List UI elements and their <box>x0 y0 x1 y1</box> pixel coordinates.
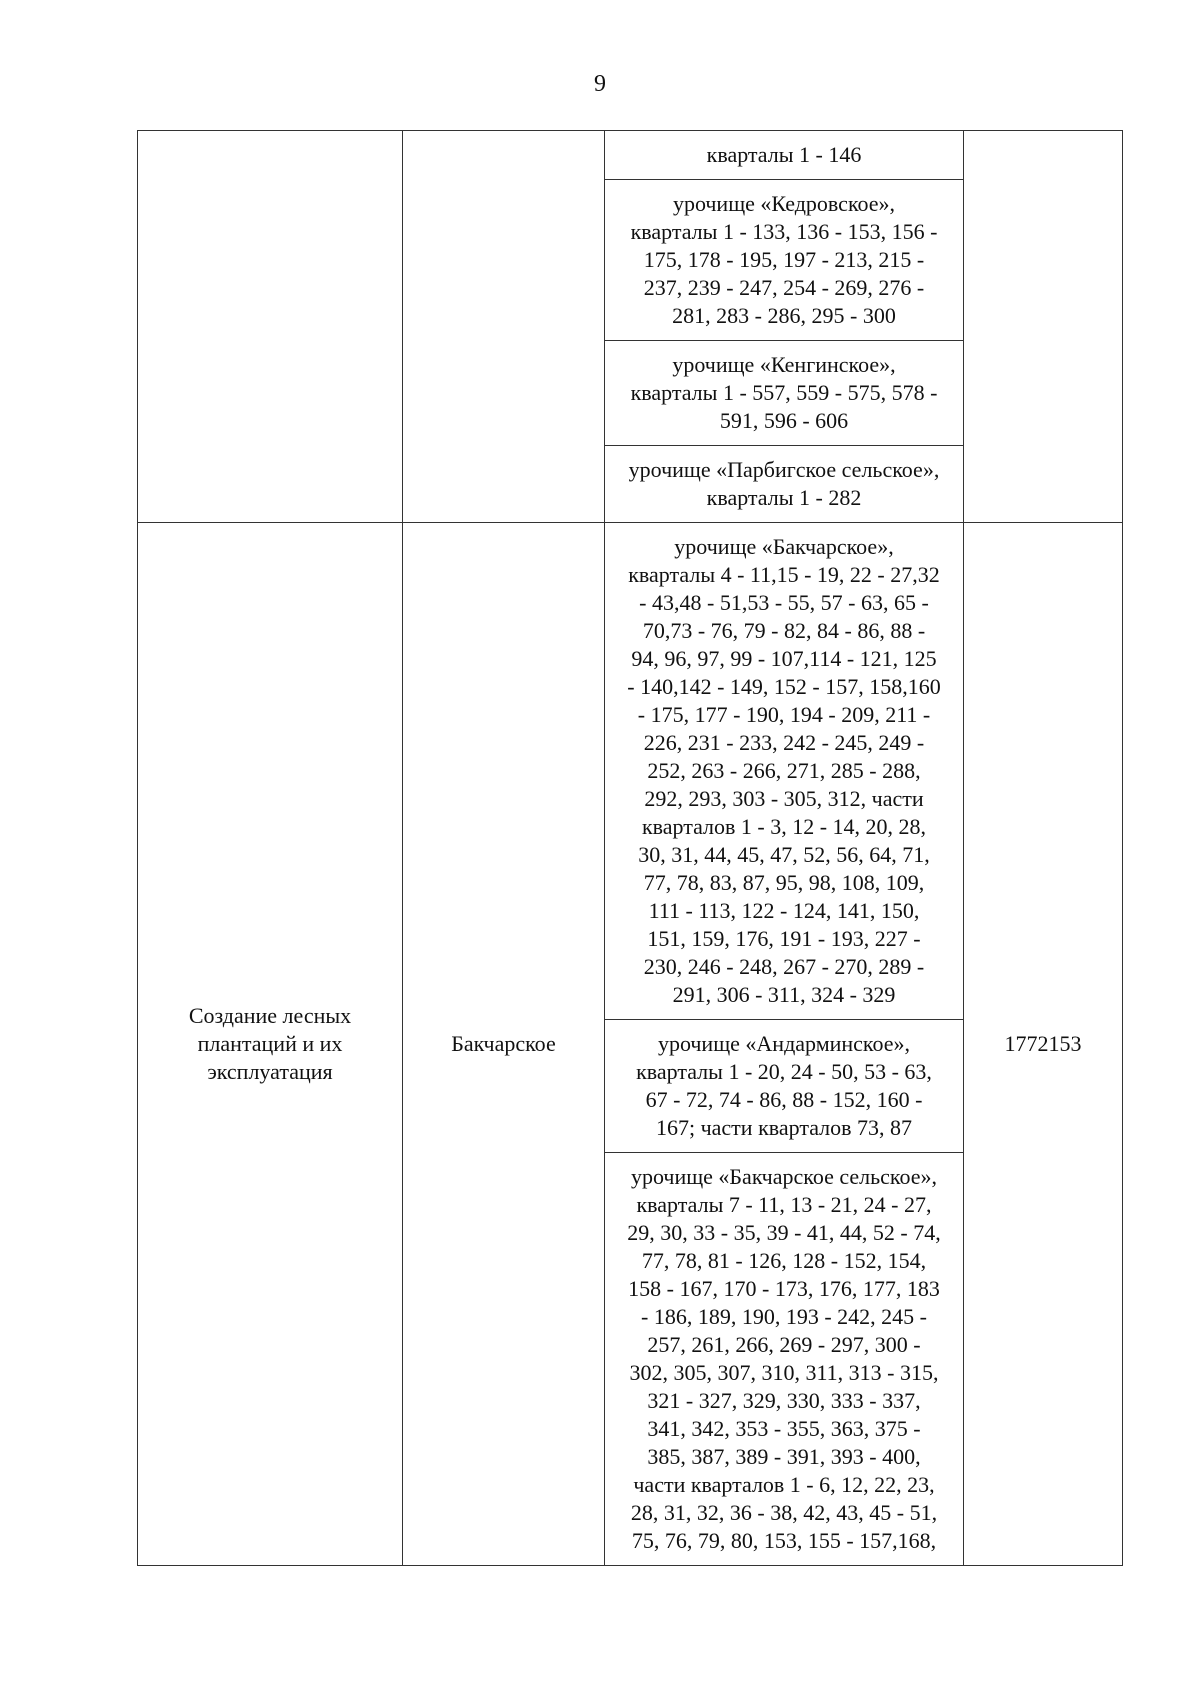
tract-cell: урочище «Бакчарское», кварталы 4 - 11,15 - 19, 22 - 27,32 - 43,48 - 51,53 - 55, 57 - 63, 65 - 70,73 - 76, 79 - 82, 84 - 86, 88 - 94, 96, 97, 99 - 107,114 - 121, 125 - 140,142 - 149, 152 - 157, 158,160 - 175, 177 - 190, 194 - 209, 211 - 226, 231 - 233, 242 - 245, 249 - 252, 263 - 266, 271, 285 - 288, 292, 293, 303 - 305, 312, части кварталов 1 - 3, 12 - 14, 20, 28, 30, 31, 44, 45, 47, 52, 56, 64, 71, 77, 78, 83, 87, 95, 98, 108, 109, 111 - 113, 122 - 124, 141, 150, 151, 159, 176, 191 - 193, 227 - 230, 246 - 248, 267 - 270, 289 - 291, 306 - 311, 324 - 329 <box>605 523 964 1020</box>
area-cell: 1772153 <box>964 523 1123 1566</box>
forest-use-table <box>137 130 1123 1566</box>
purpose-cell: Создание лесных плантаций и их эксплуатация <box>138 523 403 1566</box>
tract-cell: урочище «Парбигское сельское», кварталы 1 - 282 <box>605 446 964 523</box>
tract-cell: урочище «Бакчарское сельское», кварталы 7 - 11, 13 - 21, 24 - 27, 29, 30, 33 - 35, 39 - 41, 44, 52 - 74, 77, 78, 81 - 126, 128 - 152, 154, 158 - 167, 170 - 173, 176, 177, 183 - 186, 189, 190, 193 - 242, 245 - 257, 261, 266, 269 - 297, 300 - 302, 305, 307, 310, 311, 313 - 315, 321 - 327, 329, 330, 333 - 337, 341, 342, 353 - 355, 363, 375 - 385, 387, 389 - 391, 393 - 400, части кварталов 1 - 6, 12, 22, 23, 28, 31, 32, 36 - 38, 42, 43, 45 - 51, 75, 76, 79, 80, 153, 155 - 157,168, <box>605 1153 964 1566</box>
area-cell <box>964 131 1123 523</box>
tract-cell: урочище «Кенгинское», кварталы 1 - 557, 559 - 575, 578 - 591, 596 - 606 <box>605 341 964 446</box>
page-number: 9 <box>594 71 606 97</box>
tract-cell: кварталы 1 - 146 <box>605 131 964 180</box>
forestry-cell <box>403 131 605 523</box>
table-row <box>138 523 1123 1020</box>
tract-cell: урочище «Андарминское», кварталы 1 - 20, 24 - 50, 53 - 63, 67 - 72, 74 - 86, 88 - 152, 160 - 167; части кварталов 73, 87 <box>605 1020 964 1153</box>
tract-cell: урочище «Кедровское», кварталы 1 - 133, 136 - 153, 156 - 175, 178 - 195, 197 - 213, 215 - 237, 239 - 247, 254 - 269, 276 - 281, 283 - 286, 295 - 300 <box>605 180 964 341</box>
purpose-cell <box>138 131 403 523</box>
table-row <box>138 131 1123 180</box>
forestry-cell: Бакчарское <box>403 523 605 1566</box>
